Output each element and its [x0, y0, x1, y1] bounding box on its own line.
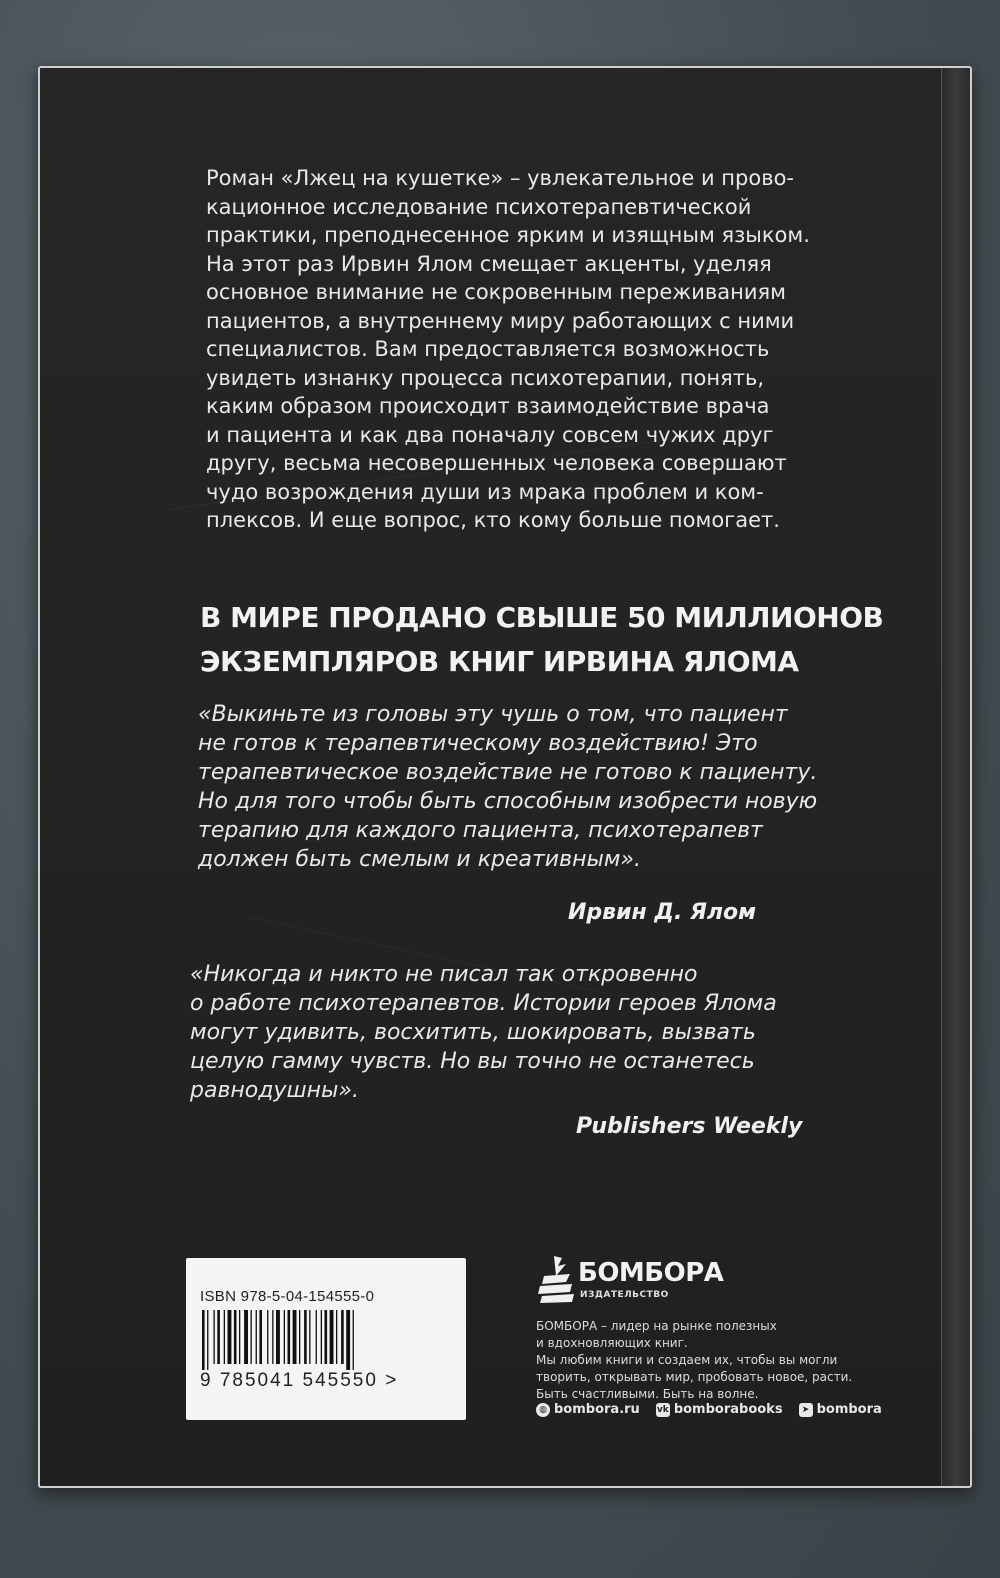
- description-line: специалистов. Вам предоставляется возможность: [206, 337, 770, 361]
- barcode-bar: [224, 1310, 225, 1364]
- barcode-bar: [272, 1310, 273, 1364]
- social-links: [536, 1402, 882, 1417]
- publisher-description-line: творить, открывать мир, пробовать новое, расти.: [536, 1370, 853, 1384]
- barcode-bar: [207, 1310, 208, 1370]
- description-line: практики, преподнесенное ярким и изящным языком.: [206, 223, 810, 247]
- publisher-name: БОМБОРА: [578, 1258, 724, 1288]
- quote-line: «Никогда и никто не писал так откровенно: [190, 962, 698, 987]
- description-line: пациентов, а внутреннему миру работающих с ними: [206, 308, 795, 333]
- barcode-bar: [244, 1310, 248, 1364]
- globe-icon: ◍: [536, 1403, 550, 1417]
- quote-author-publishers-weekly: Publishers Weekly: [576, 1114, 803, 1139]
- barcode-bar: [267, 1310, 268, 1364]
- barcode-bar: [256, 1310, 257, 1364]
- barcode-digits: 9 785041 545550 >: [200, 1370, 399, 1391]
- quote-line: Но для того чтобы быть способным изобрести новую: [198, 789, 818, 814]
- quote-line: о работе психотерапевтов. Истории героев Ялома: [190, 991, 777, 1016]
- publisher-description: [536, 1318, 916, 1403]
- social-link-label: bombora: [816, 1402, 882, 1417]
- publisher-subtitle: ИЗДАТЕЛЬСТВО: [580, 1290, 669, 1300]
- isbn-text: ISBN 978-5-04-154555-0: [200, 1288, 375, 1305]
- book-back-cover: [38, 66, 972, 1488]
- headline-line: В МИРЕ ПРОДАНО СВЫШЕ 50 МИЛЛИОНОВ: [200, 601, 884, 634]
- description-line: На этот раз Ирвин Ялом смещает акценты, уделяя: [206, 251, 772, 276]
- quote-publishers-weekly: [190, 960, 870, 1105]
- quote-line: могут удивить, восхитить, шокировать, вызвать: [190, 1020, 756, 1045]
- barcode-bar: [299, 1310, 300, 1364]
- publisher-description-line: Быть счастливыми. Быть на волне.: [536, 1387, 759, 1401]
- barcode-bar: [330, 1310, 334, 1364]
- description-line: и пациента и как два поначалу совсем чужих друг: [206, 422, 774, 447]
- barcode-bar: [234, 1310, 237, 1364]
- barcode-bar: [202, 1310, 205, 1370]
- barcode-bar: [353, 1310, 354, 1370]
- quote-yalom: [198, 700, 878, 874]
- barcode-bar: [309, 1310, 310, 1364]
- social-link-label: bombora.ru: [554, 1402, 640, 1417]
- social-link-bombora: [799, 1402, 882, 1417]
- quote-line: должен быть смелым и креативным».: [198, 847, 641, 872]
- barcode-bar: [276, 1310, 280, 1364]
- quote-line: терапию для каждого пациента, психотерапевт: [198, 818, 763, 843]
- barcode-bar: [228, 1310, 232, 1364]
- barcode-bar: [325, 1310, 328, 1364]
- description-line: плексов. И еще вопрос, кто кому больше помогает.: [206, 508, 780, 532]
- description-line: Роман «Лжец на кушетке» – увлекательное и прово-: [206, 166, 794, 190]
- barcode-bar: [304, 1310, 307, 1364]
- cover-edge: [941, 68, 970, 1486]
- description-line: кационное исследование психотерапевтической: [206, 194, 752, 219]
- description-line: чудо возрождения души из мрака проблем и ком-: [206, 479, 764, 504]
- barcode-bar: [259, 1310, 262, 1364]
- barcode-bar: [217, 1310, 220, 1364]
- description-paragraph: [206, 164, 836, 535]
- barcode-bar: [341, 1310, 344, 1364]
- quote-line: равнодушны».: [190, 1078, 359, 1103]
- barcode-bar: [239, 1310, 240, 1364]
- description-line: каким образом происходит взаимодействие врача: [206, 394, 770, 418]
- quote-line: «Выкиньте из головы эту чушь о том, что пациент: [198, 702, 788, 727]
- social-link-label: bomborabooks: [673, 1402, 783, 1417]
- barcode-image: [200, 1310, 400, 1370]
- headline-line: ЭКЗЕМПЛЯРОВ КНИГ ИРВИНА ЯЛОМА: [200, 645, 799, 678]
- barcode-bar: [288, 1310, 291, 1364]
- vk-icon: vk: [656, 1404, 669, 1415]
- description-line: увидеть изнанку процесса психотерапии, понять,: [206, 365, 765, 390]
- barcode-bar: [321, 1310, 322, 1364]
- barcode-label: [186, 1258, 466, 1420]
- barcode-bar: [316, 1310, 317, 1364]
- publisher-description-line: и вдохновляющих книг.: [536, 1336, 688, 1350]
- social-link-bombora.ru: [536, 1402, 640, 1417]
- bombora-logo-icon: [536, 1254, 580, 1304]
- barcode-bar: [251, 1310, 252, 1364]
- social-link-bomborabooks: [656, 1402, 783, 1417]
- quote-author-yalom: Ирвин Д. Ялом: [568, 900, 757, 925]
- quote-line: терапевтическое воздействие не готово к пациенту.: [198, 760, 818, 785]
- barcode-bar: [284, 1310, 285, 1364]
- quote-line: не готов к терапевтическому воздействию! Это: [198, 731, 758, 756]
- barcode-bar: [293, 1310, 297, 1364]
- barcode-bar: [336, 1310, 337, 1364]
- description-line: основное внимание не сокровенным переживаниям: [206, 280, 786, 304]
- telegram-icon: ➤: [799, 1403, 813, 1417]
- quote-line: целую гамму чувств. Но вы точно не останетесь: [190, 1049, 755, 1074]
- barcode-bar: [346, 1310, 350, 1370]
- sales-headline: [200, 596, 900, 684]
- publisher-description-line: Мы любим книги и создаем их, чтобы вы могли: [536, 1353, 838, 1367]
- barcode-bar: [214, 1310, 215, 1364]
- publisher-description-line: БОМБОРА – лидер на рынке полезных: [536, 1319, 777, 1333]
- description-line: другу, весьма несовершенных человека совершают: [206, 451, 787, 475]
